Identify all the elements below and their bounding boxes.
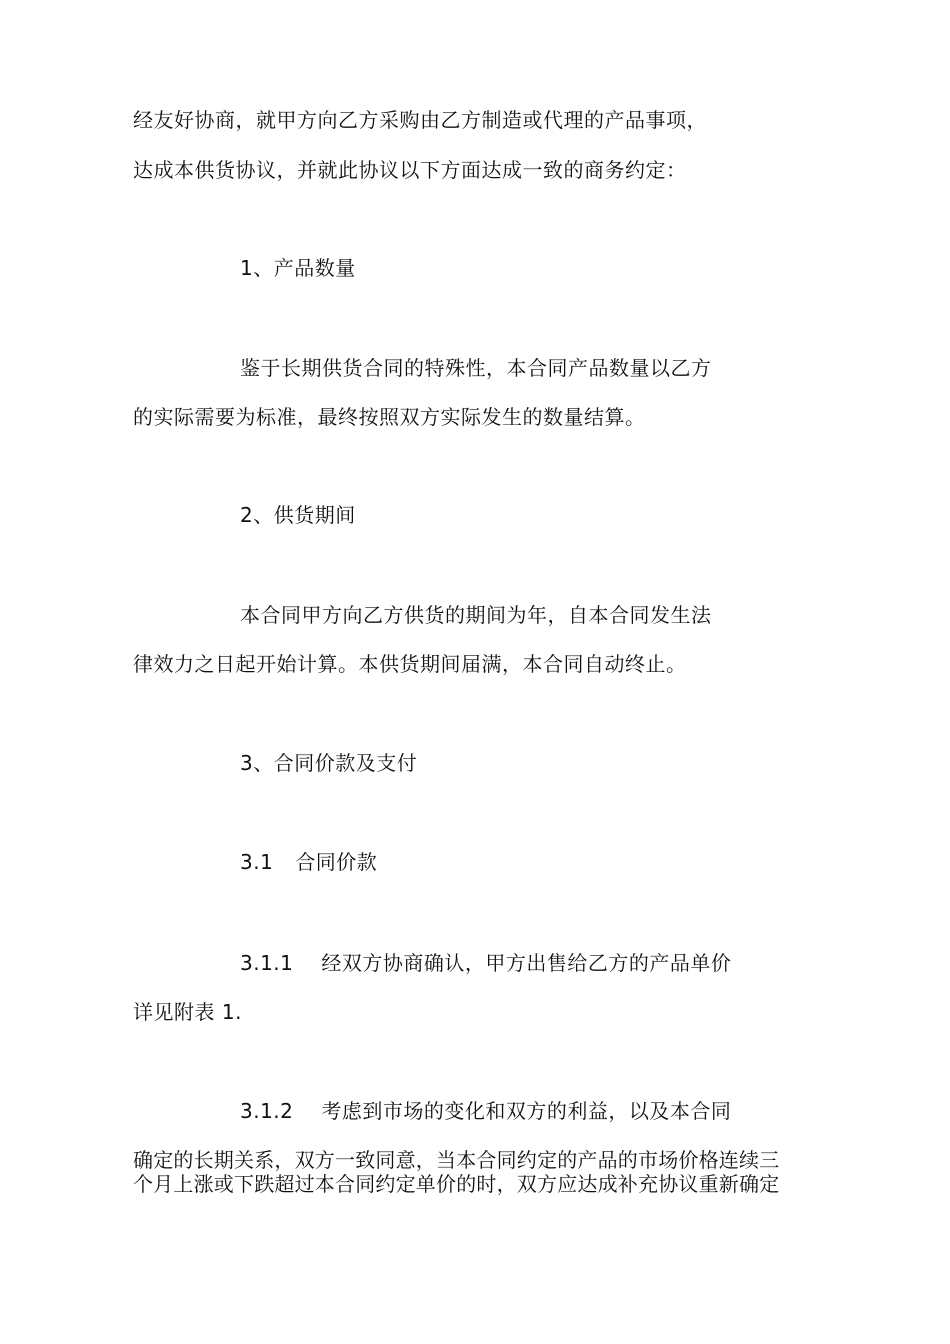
subsection-3-1-heading bbox=[240, 849, 377, 875]
section-1-paragraph-line-1: 鉴于长期供货合同的特殊性，本合同产品数量以乙方 bbox=[240, 356, 712, 380]
intro-line-2: 达成本供货协议，并就此协议以下方面达成一致的商务约定： bbox=[133, 158, 687, 182]
subsection-3-1-1-number: 3.1.1 bbox=[240, 951, 294, 975]
subsection-3-1-2-line-3: 个月上涨或下跌超过本合同约定单价的时，双方应达成补充协议重新确定 bbox=[133, 1172, 780, 1196]
subsection-3-1-1-line-1 bbox=[240, 950, 731, 976]
section-1-paragraph-line-2: 的实际需要为标准，最终按照双方实际发生的数量结算。 bbox=[133, 405, 646, 429]
section-2-paragraph-line-1: 本合同甲方向乙方供货的期间为年，自本合同发生法 bbox=[240, 603, 712, 627]
subsection-3-1-2-number: 3.1.2 bbox=[240, 1099, 294, 1123]
section-1-heading: 1、产品数量 bbox=[240, 256, 356, 280]
subsection-3-1-2-line-1 bbox=[240, 1098, 731, 1124]
subsection-3-1-2-line-2: 确定的长期关系，双方一致同意，当本合同约定的产品的市场价格连续三 bbox=[133, 1148, 780, 1172]
intro-line-1: 经友好协商，就甲方向乙方采购由乙方制造或代理的产品事项， bbox=[133, 108, 707, 132]
section-2-paragraph-line-2: 律效力之日起开始计算。本供货期间届满，本合同自动终止。 bbox=[133, 652, 687, 676]
subsection-3-1-title: 合同价款 bbox=[295, 850, 378, 874]
subsection-3-1-1-text: 经双方协商确认，甲方出售给乙方的产品单价 bbox=[321, 951, 732, 975]
subsection-3-1-2-text: 考虑到市场的变化和双方的利益，以及本合同 bbox=[321, 1099, 732, 1123]
subsection-3-1-number: 3.1 bbox=[240, 850, 274, 874]
section-2-heading: 2、供货期间 bbox=[240, 503, 356, 527]
subsection-3-1-1-line-2: 详见附表 1. bbox=[133, 1000, 242, 1024]
section-3-heading: 3、合同价款及支付 bbox=[240, 751, 418, 775]
